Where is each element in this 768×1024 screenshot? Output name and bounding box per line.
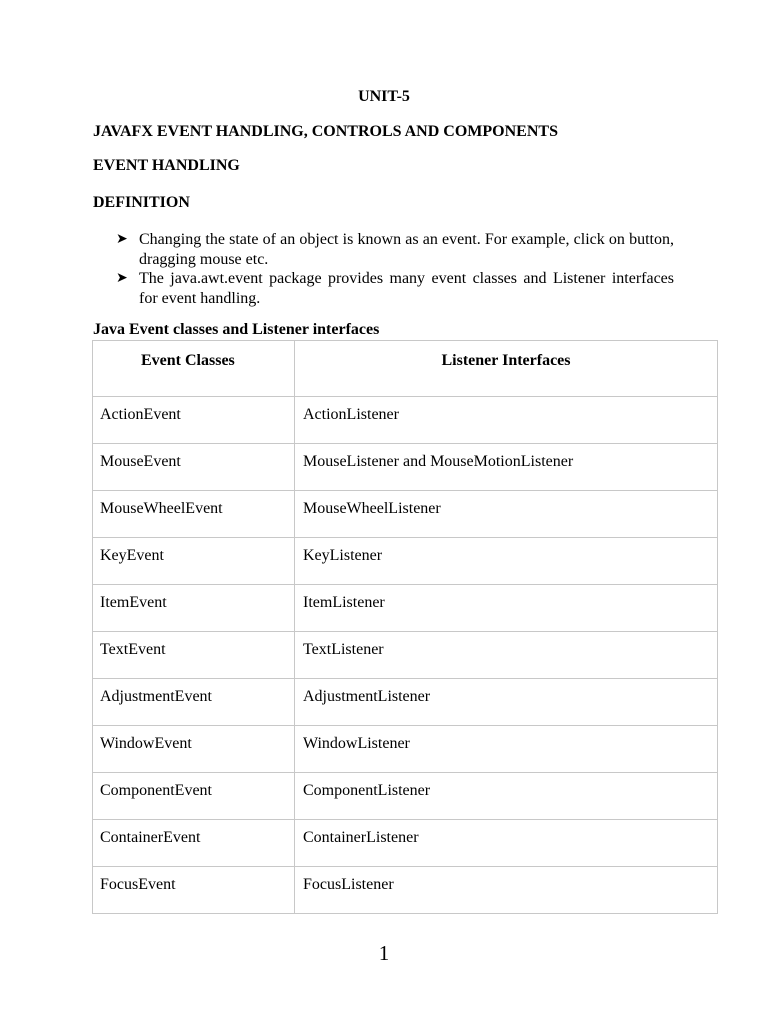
table-row	[93, 867, 718, 914]
table-row	[93, 679, 718, 726]
list-item	[116, 269, 674, 308]
listener-interface-cell: ComponentListener	[295, 773, 718, 820]
table-row	[93, 632, 718, 679]
arrow-bullet-icon: ➤	[116, 271, 128, 286]
listener-interface-cell: KeyListener	[295, 538, 718, 585]
section-heading: EVENT HANDLING	[93, 157, 240, 174]
event-class-cell: AdjustmentEvent	[93, 679, 295, 726]
table-row	[93, 538, 718, 585]
event-class-cell: KeyEvent	[93, 538, 295, 585]
definition-list	[116, 230, 674, 308]
table-row	[93, 444, 718, 491]
table-header-row	[93, 341, 718, 397]
event-class-cell: WindowEvent	[93, 726, 295, 773]
bullet-text: The java.awt.event package provides many event classes and Listener interfaces for event handling.	[139, 270, 674, 307]
column-header-event-classes: Event Classes	[93, 341, 295, 397]
event-class-cell: ContainerEvent	[93, 820, 295, 867]
event-classes-table	[92, 340, 718, 914]
table-row	[93, 820, 718, 867]
event-class-cell: TextEvent	[93, 632, 295, 679]
listener-interface-cell: ActionListener	[295, 397, 718, 444]
arrow-bullet-icon: ➤	[116, 232, 128, 247]
event-class-cell: ComponentEvent	[93, 773, 295, 820]
listener-interface-cell: ContainerListener	[295, 820, 718, 867]
listener-interface-cell: TextListener	[295, 632, 718, 679]
event-class-cell: ActionEvent	[93, 397, 295, 444]
listener-interface-cell: MouseListener and MouseMotionListener	[295, 444, 718, 491]
table-row	[93, 585, 718, 632]
listener-interface-cell: FocusListener	[295, 867, 718, 914]
event-class-cell: FocusEvent	[93, 867, 295, 914]
event-class-cell: MouseEvent	[93, 444, 295, 491]
listener-interface-cell: AdjustmentListener	[295, 679, 718, 726]
table-row	[93, 726, 718, 773]
main-heading: JAVAFX EVENT HANDLING, CONTROLS AND COMPONENTS	[93, 123, 558, 140]
definition-heading: DEFINITION	[93, 194, 190, 211]
listener-interface-cell: WindowListener	[295, 726, 718, 773]
column-header-listener-interfaces: Listener Interfaces	[295, 341, 718, 397]
event-class-cell: ItemEvent	[93, 585, 295, 632]
listener-interface-cell: MouseWheelListener	[295, 491, 718, 538]
list-item	[116, 230, 674, 269]
table-row	[93, 491, 718, 538]
bullet-text: Changing the state of an object is known as an event. For example, click on button, dragging mouse etc.	[139, 231, 674, 268]
table-row	[93, 773, 718, 820]
page-number: 1	[378, 941, 390, 965]
listener-interface-cell: ItemListener	[295, 585, 718, 632]
unit-title: UNIT-5	[358, 88, 410, 105]
table-row	[93, 397, 718, 444]
event-class-cell: MouseWheelEvent	[93, 491, 295, 538]
table-caption: Java Event classes and Listener interfaces	[93, 321, 380, 338]
